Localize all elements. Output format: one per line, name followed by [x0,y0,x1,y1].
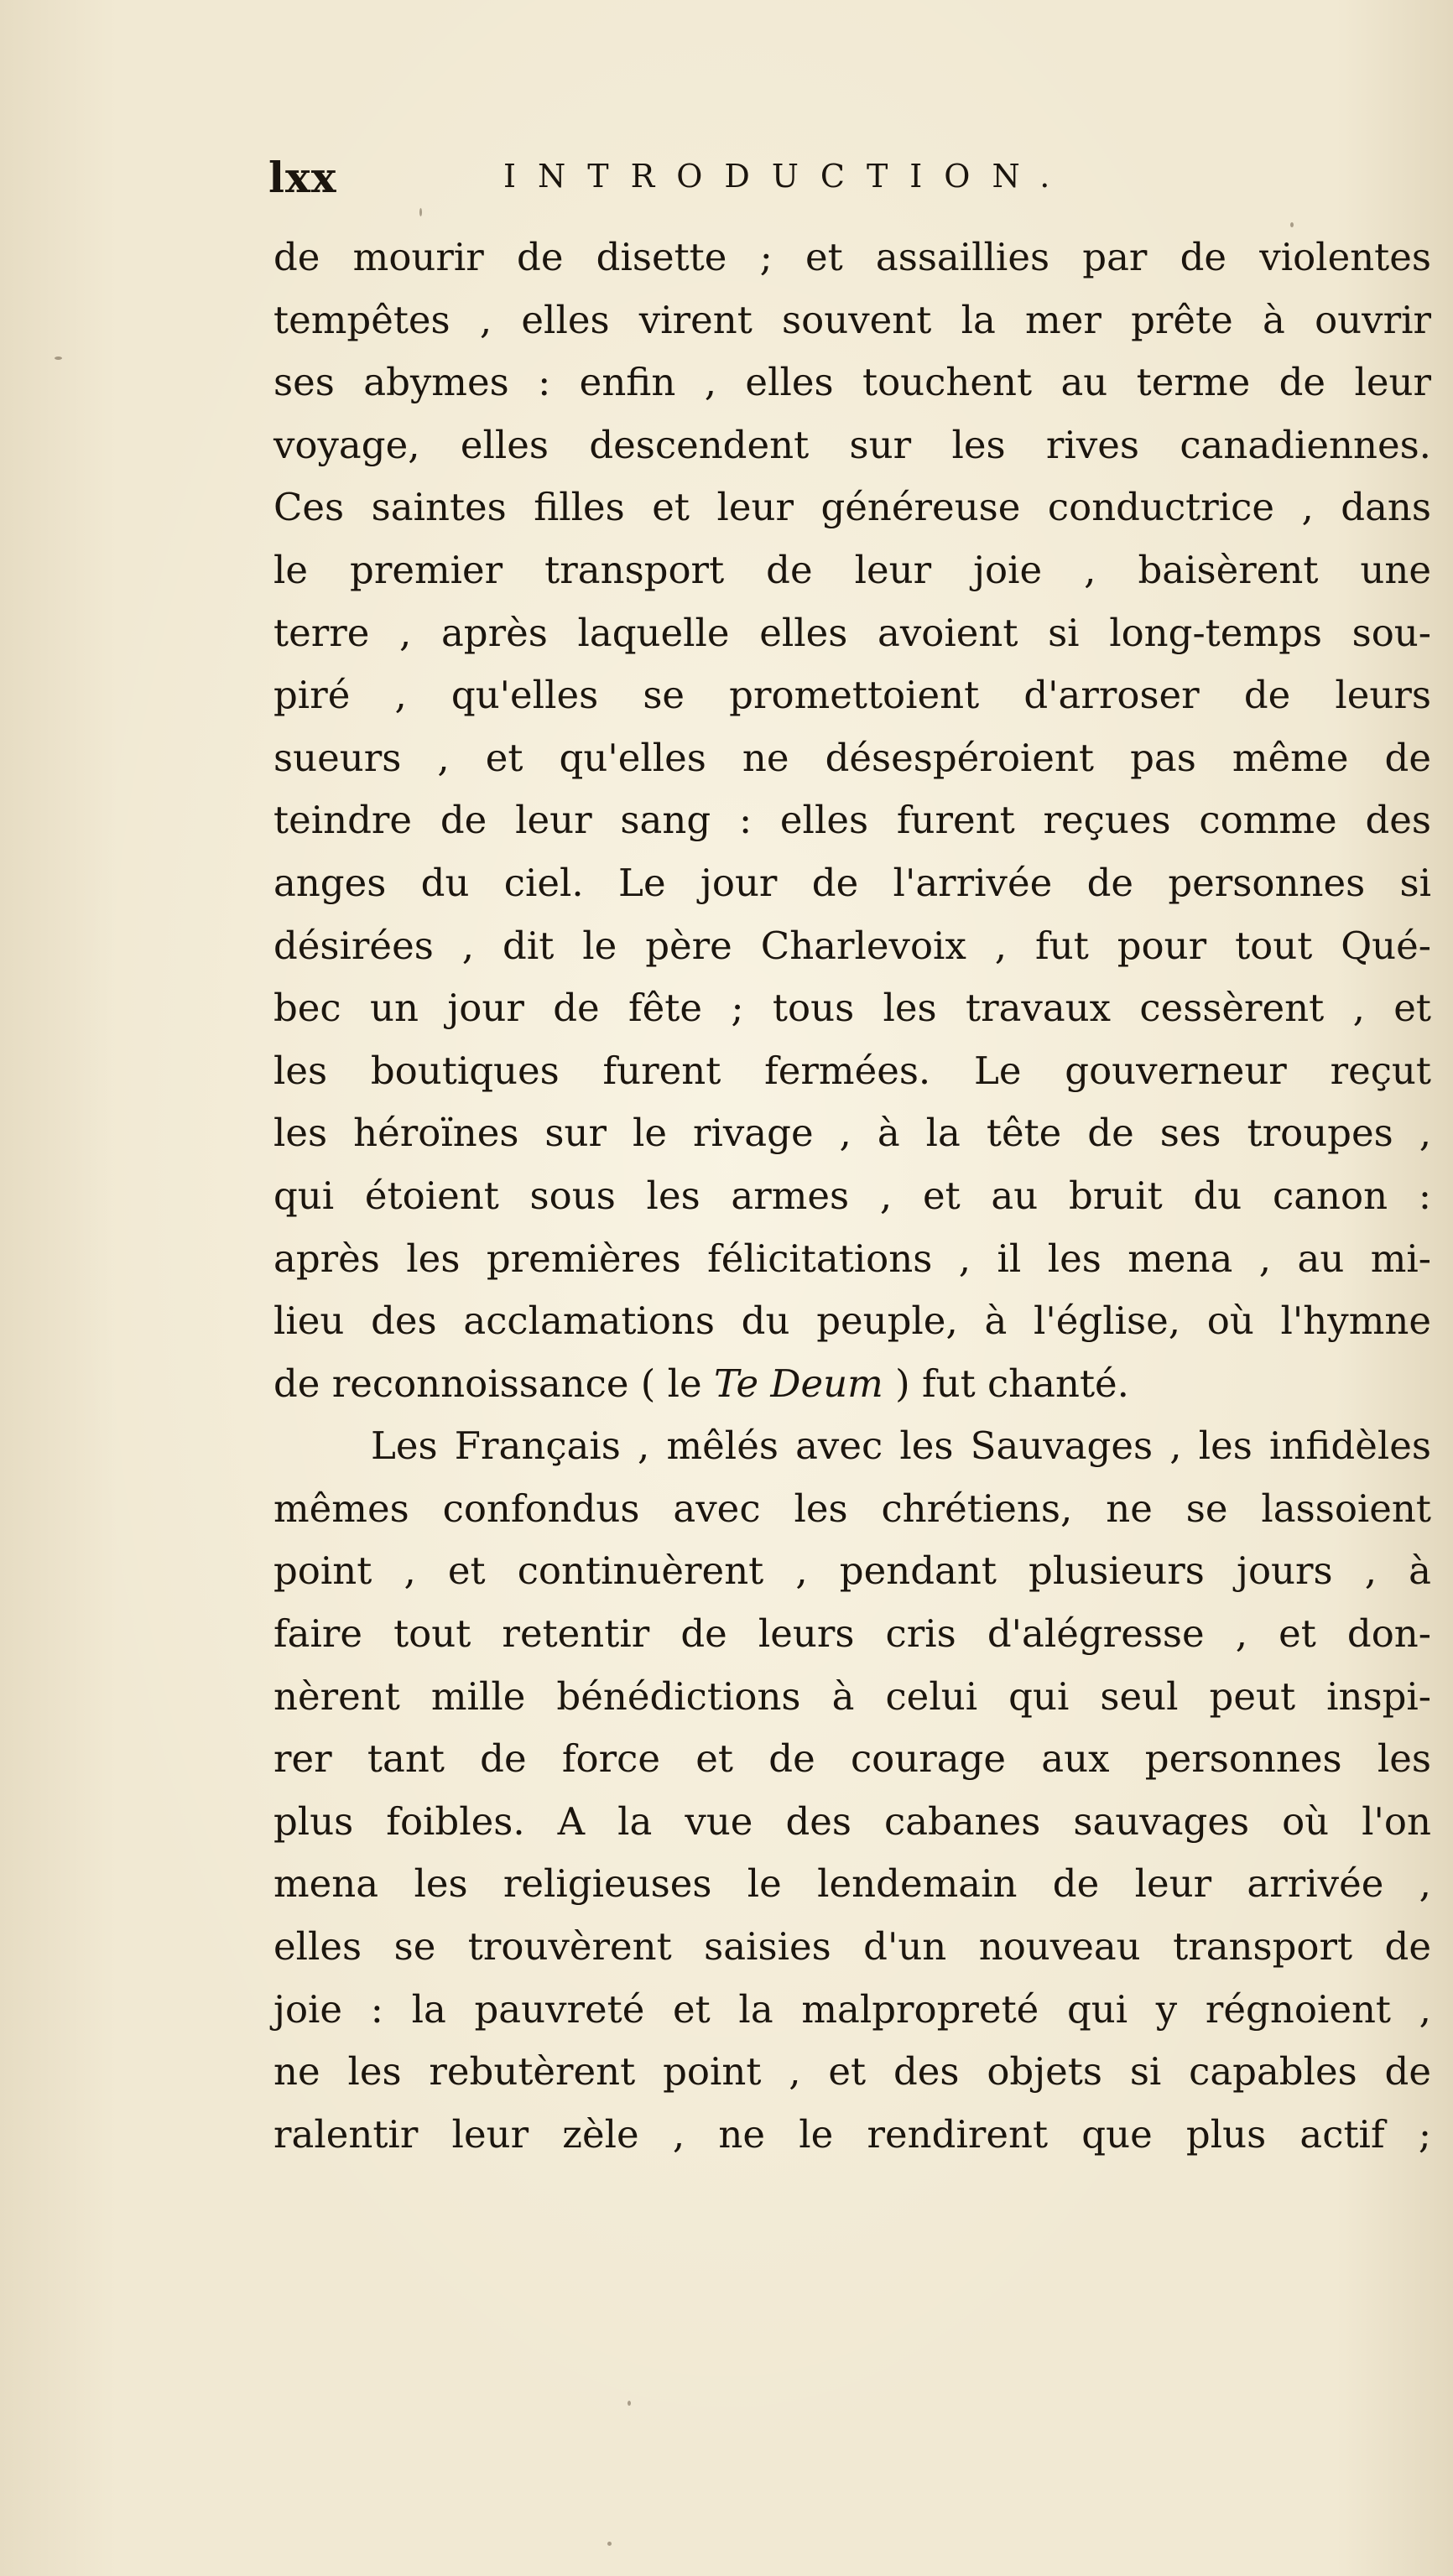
text-line: qui étoient sous les armes , et au bruit du canon : [273,1173,1431,1218]
text-line: mena les religieuses le lendemain de leur arrivée , [273,1861,1431,1907]
paper-speck [607,2542,612,2546]
text-line: plus foibles. A la vue des cabanes sauvages où l'on [273,1798,1431,1844]
text-line: le premier transport de leur joie , baisèrent une [273,547,1431,592]
body-text [273,226,1431,2166]
text-line: faire tout retentir de leurs cris d'alégresse , et don- [273,1611,1431,1657]
text-line: terre , après laquelle elles avoient si long-temps sou- [273,610,1431,655]
text-line: les héroïnes sur le rivage , à la tête de ses troupes , [273,1111,1431,1156]
paper-speck [419,208,422,216]
text-line: rer tant de force et de courage aux personnes les [273,1736,1431,1782]
text-line: piré , qu'elles se promettoient d'arroser de leurs [273,673,1431,718]
running-head [268,153,1426,211]
text-line: elles se trouvèrent saisies d'un nouveau transport de [273,1924,1431,1970]
paper-speck [55,356,62,360]
text-line: ne les rebutèrent point , et des objets si capables de [273,2049,1431,2095]
text-line: teindre de leur sang : elles furent reçues comme des [273,798,1431,843]
text-run: ) fut chanté. [883,1361,1129,1406]
text-line: lieu des acclamations du peuple, à l'église, où l'hymne [273,1298,1431,1344]
text-line: sueurs , et qu'elles ne désespéroient pas même de [273,735,1431,780]
text-line: désirées , dit le père Charlevoix , fut pour tout Qué- [273,923,1431,968]
text-line: de mourir de disette ; et assaillies par de violentes [273,235,1431,279]
page-number: lxx [268,153,337,202]
paper-speck [628,2401,631,2406]
text-line: Ces saintes filles et leur généreuse conductrice , dans [273,485,1431,530]
running-title: INTRODUCTION. [503,158,1072,195]
text-line: ses abymes : enfin , elles touchent au terme de leur [273,360,1431,405]
text-line: mêmes confondus avec les chrétiens, ne se lassoient [273,1486,1431,1531]
text-line: voyage, elles descendent sur les rives canadiennes. [273,422,1431,467]
paper-speck [1290,222,1294,227]
text-line: après les premières félicitations , il les mena , au mi- [273,1236,1431,1281]
text-line: nèrent mille bénédictions à celui qui seul peut inspi- [273,1673,1431,1719]
text-line: point , et continuèrent , pendant plusieurs jours , à [273,1548,1431,1594]
paragraph-end-line [273,1353,1431,1416]
text-line: ralentir leur zèle , ne le rendirent que plus actif ; [273,2111,1431,2157]
paragraph-first-line: Les Français , mêlés avec les Sauvages , les infidèles [371,1423,1431,1469]
text-run: de reconnoissance ( le [273,1361,714,1406]
text-line: bec un jour de fête ; tous les travaux cessèrent , et [273,986,1431,1031]
text-line: tempêtes , elles virent souvent la mer prête à ouvrir [273,297,1431,342]
italic-title: Te Deum [713,1361,883,1406]
text-line: joie : la pauvreté et la malpropreté qui y régnoient , [273,1986,1431,2032]
text-line: les boutiques furent fermées. Le gouverneur reçut [273,1048,1431,1093]
text-line: anges du ciel. Le jour de l'arrivée de personnes si [273,860,1431,905]
